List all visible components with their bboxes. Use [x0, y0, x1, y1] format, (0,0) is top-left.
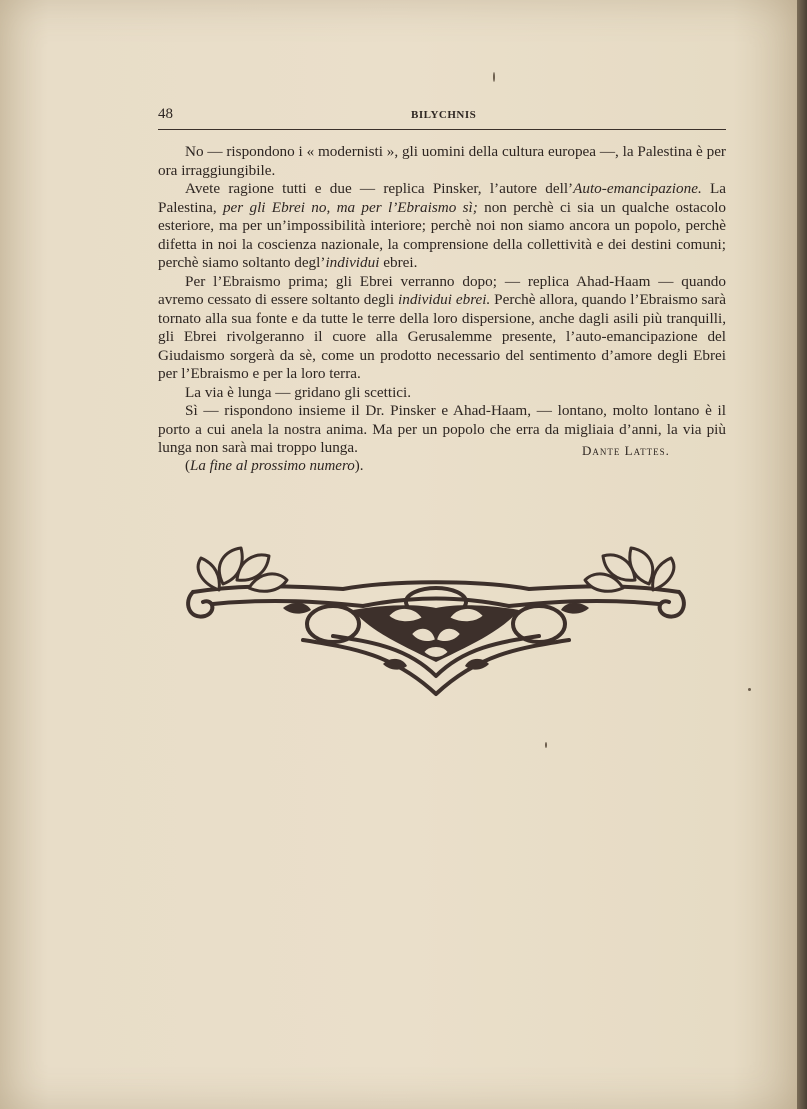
italic-text: Auto-emancipazione. — [573, 180, 702, 197]
article-paragraph — [158, 384, 726, 403]
running-head: BILYCHNIS — [411, 109, 477, 121]
floral-vignette-icon — [183, 544, 689, 702]
binding-edge — [797, 0, 807, 1109]
text-run: Avete ragione tutti e due — replica Pinsker, l’autore dell’ — [185, 180, 574, 197]
text-run: La Palestina, — [158, 180, 726, 216]
page-number: 48 — [158, 106, 173, 122]
article-body — [158, 143, 726, 458]
italic-text: individui ebrei. — [398, 291, 491, 308]
paper-blemish — [748, 688, 751, 691]
text-run: La via è lunga — gridano gli scettici. — [185, 383, 412, 401]
text-run: non perchè ci sia un qualche ostacolo esteriore, ma per un’impossibilità interiore; perchè noi non siamo ancora un popolo, perchè difetta in noi la coscienza nazionale, la comprensione della collettività e dei destini comuni; perchè siamo soltanto degl’ — [158, 198, 727, 271]
text-run: No — rispondono i « modernisti », gli uomini della cultura europea —, la Palestina è per ora irraggiungibile. — [158, 143, 726, 179]
paper-blemish — [545, 742, 547, 748]
text-run: Per l’Ebraismo prima; gli Ebrei verranno dopo; — replica Ahad-Haam — quando avremo cessato di essere soltanto degli — [158, 272, 726, 308]
author-signature: Dante Lattes. — [582, 443, 670, 458]
text-run: ebrei. — [379, 254, 418, 271]
italic-text: individui — [325, 254, 380, 271]
text-run: Perchè allora, quando l’Ebraismo sarà tornato alla sua fonte e da tutte le terre della loro dispersione, anche dagli asili più tranquilli, gli Ebrei rivolgeranno il cuore alla Gerusalemme presente, l’auto-emancipazione del Giudaismo sorgerà da sè, come un prodotto necessario del sentimento d’amore degli Ebrei per l’Ebraismo e per la loro terra. — [158, 291, 726, 382]
continued-note-text: La fine al prossimo numero — [190, 458, 355, 474]
article-paragraph — [158, 143, 726, 180]
italic-text: per gli Ebrei no, ma per l’Ebraismo sì; — [222, 198, 478, 216]
article-paragraph — [158, 273, 726, 384]
continued-note-open: ( — [185, 458, 190, 474]
text-run: Sì — rispondono insieme il Dr. Pinsker e Ahad-Haam, — lontano, molto lontano è il porto a cui anela la nostra anima. Ma per un popolo che erra da migliaia d’anni, la via più lunga non sarà mai troppo lunga. — [158, 402, 726, 456]
continued-note-close: ). — [354, 458, 364, 474]
continued-note — [185, 458, 363, 475]
paper-blemish — [493, 72, 495, 82]
page-header — [158, 103, 726, 130]
article-paragraph — [158, 180, 726, 273]
